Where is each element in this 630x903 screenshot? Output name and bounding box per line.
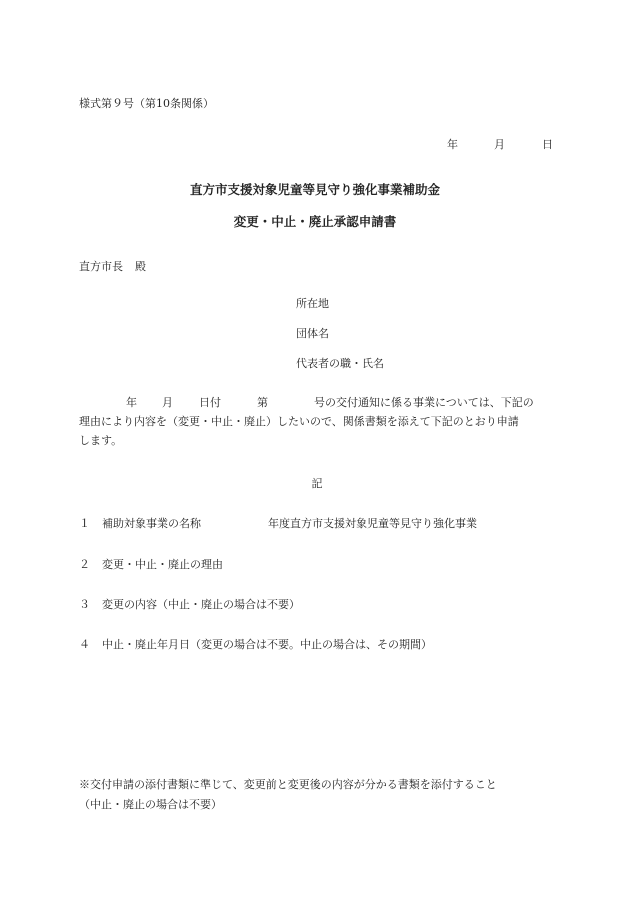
addressee-honorific: 殿 — [135, 260, 146, 273]
body-date-suffix: 日付 — [199, 396, 221, 409]
list-item — [79, 516, 477, 531]
body-line-1 — [79, 395, 553, 414]
document-title-line1: 直方市支援対象児童等見守り強化事業補助金 — [189, 182, 440, 197]
body-line-3: します。 — [79, 434, 123, 447]
list-item — [79, 597, 300, 612]
body-line-2: 理由により内容を（変更・中止・廃止）したいので、関係書類を添えて下記のとおり申請 — [79, 415, 519, 428]
item-value: 年度直方市支援対象児童等見守り強化事業 — [268, 517, 477, 530]
note-line-2: （中止・廃止の場合は不要） — [79, 798, 222, 811]
application-body — [79, 395, 553, 452]
body-month: 月 — [162, 396, 173, 409]
item-label: 中止・廃止年月日（変更の場合は不要。中止の場合は、その期間） — [102, 638, 432, 651]
list-item — [79, 557, 223, 572]
item-number: １ — [79, 517, 90, 530]
body-number-prefix: 第 — [257, 396, 268, 409]
applicant-location-label: 所在地 — [296, 297, 329, 310]
item-label: 変更・中止・廃止の理由 — [102, 558, 223, 571]
item-number: ２ — [79, 558, 90, 571]
addressee — [79, 259, 146, 274]
list-item — [79, 637, 432, 652]
item-label: 変更の内容（中止・廃止の場合は不要） — [102, 598, 300, 611]
body-line1-rest: 号の交付通知に係る事業については、下記の — [314, 396, 534, 409]
document-title-line2: 変更・中止・廃止承認申請書 — [233, 214, 397, 229]
date-month-label: 月 — [494, 138, 505, 151]
applicant-organization-label: 団体名 — [296, 327, 329, 340]
form-number: 様式第９号（第10条関係） — [79, 97, 214, 110]
ki-heading: 記 — [311, 477, 323, 490]
item-number: ４ — [79, 638, 90, 651]
item-label: 補助対象事業の名称 — [102, 517, 201, 530]
date-year-label: 年 — [447, 138, 458, 151]
item-number: ３ — [79, 598, 90, 611]
applicant-representative-label: 代表者の職・氏名 — [296, 357, 384, 370]
addressee-name: 直方市長 — [79, 260, 123, 273]
note-line-1: ※交付申請の添付書類に準じて、変更前と変更後の内容が分かる書類を添付すること — [79, 778, 497, 791]
date-day-label: 日 — [542, 138, 553, 151]
body-year: 年 — [126, 396, 137, 409]
